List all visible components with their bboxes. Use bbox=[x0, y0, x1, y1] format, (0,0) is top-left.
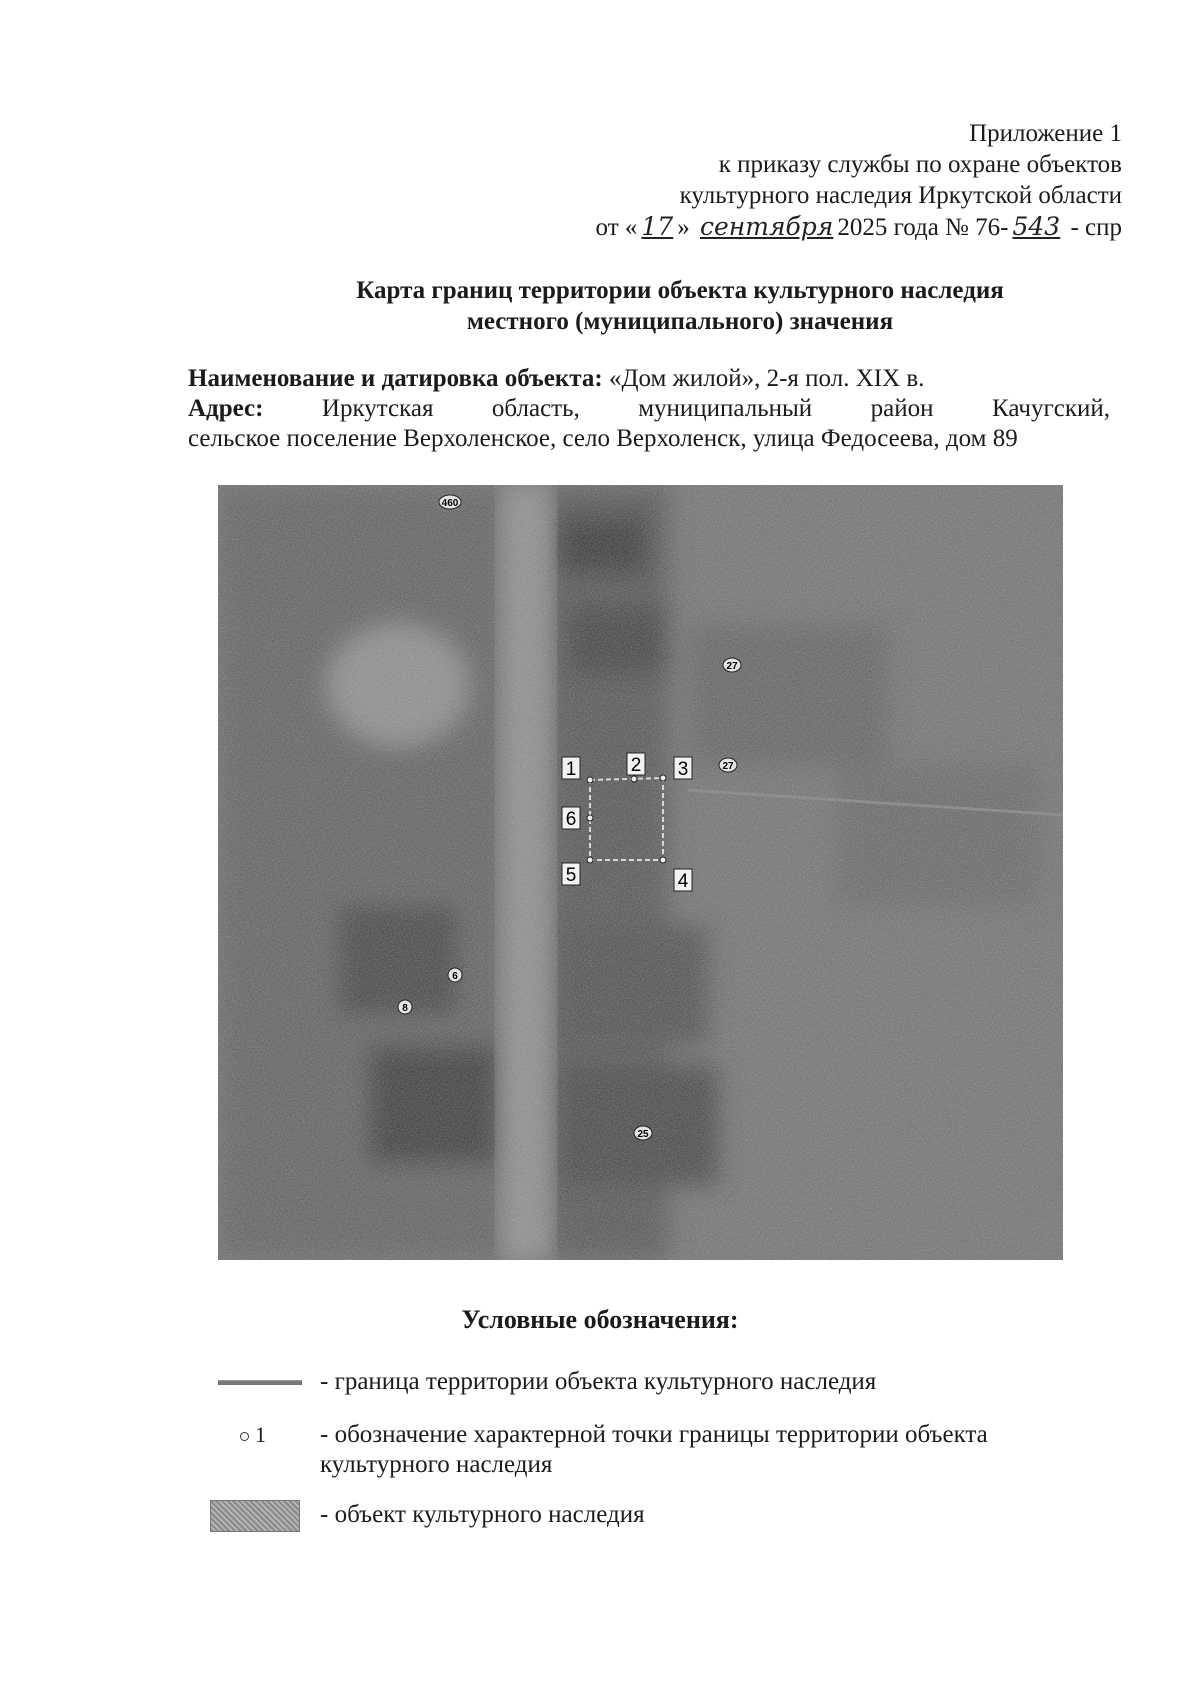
svg-text:6: 6 bbox=[452, 971, 458, 982]
object-name-label: Наименование и датировка объекта: bbox=[188, 365, 603, 392]
point-label-2 bbox=[627, 753, 645, 776]
address-line-2: сельское поселение Верхоленское, село Верхоленск, улица Федосеева, дом 89 bbox=[188, 425, 1018, 452]
legend-point-line-2: культурного наследия bbox=[320, 1451, 553, 1478]
appendix-line-2: к приказу службы по охране объектов bbox=[718, 151, 1122, 178]
point-label-3 bbox=[674, 757, 692, 780]
address-line-1: Иркутская область, муниципальный район Качугский, bbox=[321, 395, 1110, 422]
handwritten-day: 17 bbox=[641, 212, 674, 241]
year-text: 2025 года № 76- bbox=[837, 214, 1009, 241]
house-number-badge bbox=[719, 758, 737, 772]
svg-text:2: 2 bbox=[630, 755, 642, 776]
house-number-badge bbox=[634, 1126, 652, 1140]
house-number-badge bbox=[398, 1000, 412, 1014]
legend-point-line-1: - обозначение характерной точки границы территории объекта bbox=[320, 1421, 988, 1448]
date-prefix: от « bbox=[595, 214, 638, 241]
handwritten-month: сентября bbox=[699, 212, 834, 241]
point-label-6 bbox=[562, 807, 580, 830]
document-title bbox=[300, 275, 1060, 337]
point-label-4 bbox=[674, 869, 692, 892]
point-dot-icon bbox=[240, 1432, 249, 1441]
svg-text:27: 27 bbox=[726, 661, 738, 672]
point-symbol-label: 1 bbox=[255, 1422, 266, 1447]
svg-text:25: 25 bbox=[637, 1129, 649, 1140]
svg-text:4: 4 bbox=[677, 871, 689, 892]
house-number-badge bbox=[723, 658, 741, 672]
svg-text:1: 1 bbox=[565, 759, 577, 780]
legend-object-text: - объект культурного наследия bbox=[320, 1501, 645, 1528]
svg-text:5: 5 bbox=[565, 865, 577, 886]
appendix-header bbox=[596, 118, 1122, 243]
legend-point-text bbox=[320, 1420, 1080, 1480]
svg-text:8: 8 bbox=[402, 1003, 408, 1014]
date-quote-close: » bbox=[677, 214, 690, 241]
object-name-row bbox=[188, 364, 1110, 394]
object-area-symbol bbox=[210, 1500, 300, 1532]
svg-text:6: 6 bbox=[565, 809, 577, 830]
object-name-value: «Дом жилой», 2-я пол. XIX в. bbox=[608, 365, 925, 392]
title-line-1: Карта границ территории объекта культурного наследия bbox=[356, 277, 1004, 304]
svg-text:27: 27 bbox=[722, 761, 734, 772]
address-label: Адрес: bbox=[188, 395, 264, 422]
map-svg bbox=[218, 485, 1063, 1260]
appendix-date-line bbox=[596, 211, 1122, 243]
address-row-1 bbox=[188, 394, 1110, 424]
order-suffix: - спр bbox=[1070, 214, 1122, 241]
satellite-map bbox=[218, 485, 1063, 1260]
handwritten-number: 543 bbox=[1012, 212, 1061, 241]
point-label-5 bbox=[562, 863, 580, 886]
point-label-1 bbox=[562, 757, 580, 780]
title-line-2: местного (муниципального) значения bbox=[466, 308, 894, 335]
appendix-line-3: культурного наследия Иркутской области bbox=[679, 182, 1122, 209]
house-number-badge bbox=[439, 495, 461, 509]
boundary-line-symbol bbox=[218, 1380, 302, 1385]
svg-text:3: 3 bbox=[677, 759, 689, 780]
house-number-badge bbox=[448, 968, 462, 982]
legend-title: Условные обозначения: bbox=[461, 1305, 739, 1334]
object-info bbox=[188, 364, 1110, 454]
appendix-line-1: Приложение 1 bbox=[969, 120, 1122, 147]
point-symbol bbox=[240, 1420, 266, 1450]
legend-boundary-text: - граница территории объекта культурного наследия bbox=[320, 1368, 877, 1395]
svg-text:460: 460 bbox=[441, 498, 459, 509]
